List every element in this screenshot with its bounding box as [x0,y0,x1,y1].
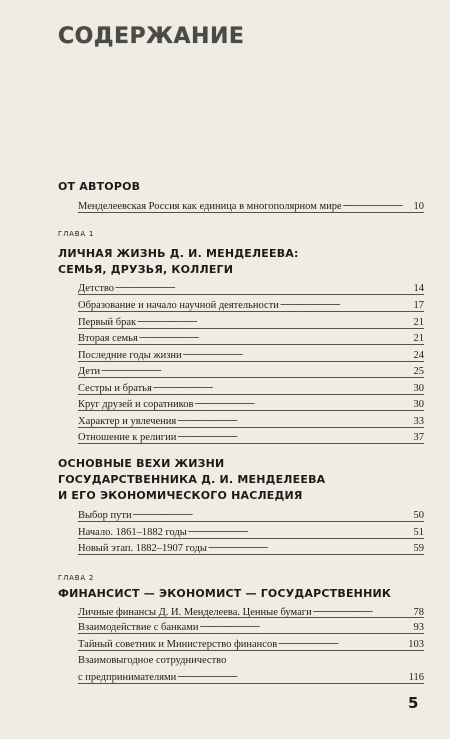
toc-entry-title: Начало. 1861–1882 годы [78,527,187,538]
dot-leader [115,280,412,290]
toc-entry-page: 37 [413,432,424,443]
toc-entry-title: Последние годы жизни [78,350,182,361]
toc-entry-page: 21 [413,317,424,328]
toc-entry-page: 30 [413,383,424,394]
toc-entry[interactable] [78,670,424,684]
toc-entry-page: 51 [413,527,424,538]
toc-entry-page: 103 [408,639,424,650]
entry-divider [78,294,424,295]
entry-divider [78,311,424,312]
toc-entry[interactable] [78,637,424,651]
toc-entry-title: Вторая семья [78,333,138,344]
toc-entry-title: Тайный советник и Министерство финансов [78,639,278,650]
toc-entry-page: 33 [413,416,424,427]
toc-entry[interactable] [78,430,424,444]
section-heading-from-authors: ОТ АВТОРОВ [58,180,141,193]
toc-entry[interactable] [78,348,424,362]
entry-divider [78,538,424,539]
entry-divider [78,650,424,651]
toc-entry[interactable] [78,414,424,428]
dot-leader [177,669,407,679]
entry-divider [78,394,424,395]
dot-leader [133,507,413,517]
dot-leader [200,619,413,629]
section-heading-line: И ЕГО ЭКОНОМИЧЕСКОГО НАСЛЕДИЯ [58,489,303,502]
entry-divider [78,633,424,634]
toc-entry[interactable] [78,381,424,395]
toc-entry-page: 116 [408,672,424,683]
toc-entry-title: Взаимовыгодное сотрудничество [78,655,227,666]
dot-leader [101,363,412,373]
entry-divider [78,521,424,522]
toc-entry-title: с предпринимателями [78,672,177,683]
dot-leader [183,347,413,357]
toc-entry-page: 17 [413,300,424,311]
entry-divider [78,427,424,428]
chapter-label: ГЛАВА 1 [58,230,95,238]
dot-leader [343,198,413,208]
toc-entry[interactable] [78,298,424,312]
toc-entry-page: 25 [413,366,424,377]
toc-entry-title: Личные финансы Д. И. Менделеева. Ценные бумаги [78,607,312,618]
toc-entry-page: 78 [413,607,424,618]
page-number: 5 [408,694,419,712]
toc-entry-page: 14 [413,283,424,294]
dot-leader [177,413,412,423]
toc-entry[interactable] [78,331,424,345]
toc-entry-title: Дети [78,366,101,377]
dot-leader [139,330,413,340]
dot-leader [153,380,413,390]
toc-entry-title: Характер и увлечения [78,416,177,427]
toc-entry[interactable] [78,397,424,411]
toc-entry-title: Отношение к религии [78,432,177,443]
toc-entry-title: Детство [78,283,115,294]
entry-divider [78,410,424,411]
toc-entry[interactable] [78,199,424,213]
toc-entry-line[interactable] [78,654,424,667]
toc-entry-title: Круг друзей и соратников [78,399,194,410]
entry-divider [78,377,424,378]
toc-entry-title: Новый этап. 1882–1907 годы [78,543,207,554]
toc-entry-title: Менделеевская Россия как единица в многополярном мире [78,201,342,212]
dot-leader [208,540,413,550]
dot-leader [177,429,412,439]
dot-leader [280,297,413,307]
entry-divider [78,683,424,684]
entry-divider [78,328,424,329]
dot-leader [313,604,413,614]
entry-divider [78,361,424,362]
toc-entry-page: 93 [413,622,424,633]
entry-divider [78,212,424,213]
chapter-heading: ФИНАНСИСТ — ЭКОНОМИСТ — ГОСУДАРСТВЕННИК [58,587,392,600]
dot-leader [278,636,407,646]
toc-entry-page: 50 [413,510,424,521]
toc-entry[interactable] [78,620,424,634]
toc-entry-page: 10 [413,201,424,212]
entry-divider [78,344,424,345]
dot-leader [137,314,412,324]
entry-divider [78,443,424,444]
toc-entry-title: Выбор пути [78,510,132,521]
toc-entry-page: 21 [413,333,424,344]
toc-entry-title: Взаимодействие с банками [78,622,199,633]
toc-entry[interactable] [78,364,424,378]
section-heading-line: ГОСУДАРСТВЕННИКА Д. И. МЕНДЕЛЕЕВА [58,473,326,486]
dot-leader [194,396,412,406]
toc-entry-title: Образование и начало научной деятельности [78,300,279,311]
toc-entry[interactable] [78,281,424,295]
entry-divider [78,617,424,618]
toc-entry-page: 30 [413,399,424,410]
dot-leader [188,524,413,534]
toc-entry[interactable] [78,525,424,539]
toc-entry-page: 24 [413,350,424,361]
toc-entry[interactable] [78,541,424,555]
entry-divider [78,554,424,555]
page-title: СОДЕРЖАНИЕ [58,24,245,49]
toc-entry-title: Первый брак [78,317,137,328]
toc-entry-title: Сестры и братья [78,383,152,394]
chapter-label: ГЛАВА 2 [58,574,95,582]
chapter-heading-line: ЛИЧНАЯ ЖИЗНЬ Д. И. МЕНДЕЛЕЕВА: [58,247,299,260]
toc-entry-page: 59 [413,543,424,554]
chapter-heading-line: СЕМЬЯ, ДРУЗЬЯ, КОЛЛЕГИ [58,263,234,276]
toc-entry[interactable] [78,508,424,522]
toc-entry[interactable] [78,315,424,329]
section-heading-line: ОСНОВНЫЕ ВЕХИ ЖИЗНИ [58,457,225,470]
